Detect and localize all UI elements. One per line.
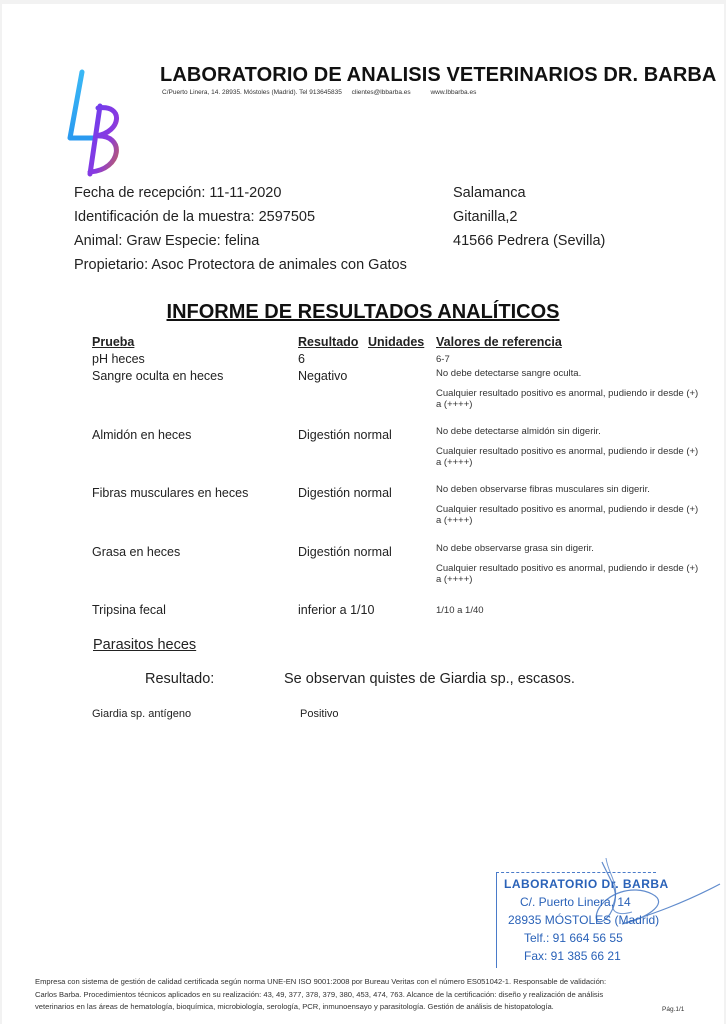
- row-prueba: Fibras musculares en heces: [92, 486, 249, 500]
- reception-date: Fecha de recepción: 11-11-2020: [74, 185, 282, 201]
- recipient-line-2: Gitanilla,2: [453, 209, 518, 225]
- stamp-line: LABORATORIO Dr. BARBA: [504, 877, 669, 891]
- parasitos-title: Parasitos heces: [93, 637, 197, 653]
- lab-name: LABORATORIO DE ANALISIS VETERINARIOS DR. BARBA: [160, 64, 717, 86]
- row-ref: 6-7: [436, 354, 450, 365]
- document-page: [2, 4, 724, 1024]
- owner: Propietario: Asoc Protectora de animales con Gatos: [74, 257, 407, 273]
- giardia-antigen-value: Positivo: [300, 708, 339, 720]
- row-prueba: Sangre oculta en heces: [92, 369, 224, 383]
- row-resultado: Digestión normal: [298, 486, 392, 500]
- stamp-border: [496, 872, 656, 873]
- row-ref-note: Cualquier resultado positivo es anormal, pudiendo ir desde (+) a (++++): [436, 446, 699, 468]
- row-ref: No deben observarse fibras musculares sin digerir.: [436, 484, 650, 495]
- row-ref: No debe detectarse sangre oculta.: [436, 368, 582, 379]
- lab-contact: [162, 89, 484, 96]
- parasitos-result-label: Resultado:: [145, 671, 215, 687]
- row-prueba: Grasa en heces: [92, 545, 181, 559]
- parasitos-result-value: Se observan quistes de Giardia sp., escasos.: [284, 671, 575, 687]
- stamp-border: [496, 872, 497, 968]
- stamp-line: Telf.: 91 664 56 55: [524, 931, 623, 945]
- row-resultado: 6: [298, 352, 305, 366]
- row-resultado: Digestión normal: [298, 545, 392, 559]
- footer-line: veterinarios en las áreas de hematología, bioquímica, microbiología, serología, PCR, inmunoensayo y parasitología. Gestión de análisis de histopatología.: [35, 1002, 554, 1011]
- lab-address: C/Puerto Linera, 14. 28935. Móstoles (Madrid). Tel 913645835: [162, 89, 342, 96]
- lab-email[interactable]: clientes@lbbarba.es: [351, 89, 411, 96]
- row-prueba: Tripsina fecal: [92, 603, 166, 617]
- row-resultado: Digestión normal: [298, 428, 392, 442]
- row-resultado: inferior a 1/10: [298, 603, 375, 617]
- lab-website[interactable]: www.lbbarba.es: [430, 89, 477, 96]
- row-ref-note: Cualquier resultado positivo es anormal, pudiendo ir desde (+) a (++++): [436, 563, 699, 585]
- header-resultado: Resultado: [298, 335, 359, 349]
- row-resultado: Negativo: [298, 369, 348, 383]
- recipient-line-3: 41566 Pedrera (Sevilla): [453, 233, 606, 249]
- row-ref: No debe detectarse almidón sin digerir.: [436, 426, 601, 437]
- stamp-line: Fax: 91 385 66 21: [524, 949, 621, 963]
- footer-line: Carlos Barba. Procedimientos técnicos aplicados en su realización: 43, 49, 377, 378, 379, 380, 453, 474, 763. Alcance de la certificación: diseño y realización de análisis: [35, 989, 604, 999]
- row-ref-note: Cualquier resultado positivo es anormal, pudiendo ir desde (+) a (++++): [436, 388, 699, 410]
- row-prueba: pH heces: [92, 352, 145, 366]
- row-prueba: Almidón en heces: [92, 428, 192, 442]
- row-ref: No debe observarse grasa sin digerir.: [436, 543, 594, 554]
- stamp-line: 28935 MÓSTOLES (Madrid): [508, 913, 660, 927]
- page-number: Pág.1/1: [662, 1006, 685, 1013]
- header-prueba: Prueba: [92, 335, 135, 349]
- row-ref-note: Cualquier resultado positivo es anormal, pudiendo ir desde (+) a (++++): [436, 504, 699, 526]
- stamp-line: C/. Puerto Linera, 14: [520, 895, 631, 909]
- report-title: INFORME DE RESULTADOS ANALÍTICOS: [166, 301, 560, 323]
- giardia-antigen-label: Giardia sp. antígeno: [92, 708, 192, 720]
- sample-id: Identificación de la muestra: 2597505: [74, 209, 316, 225]
- header-referencia: Valores de referencia: [436, 335, 562, 349]
- lb-logo: [60, 66, 132, 184]
- header-unidades: Unidades: [368, 335, 425, 349]
- recipient-line-1: Salamanca: [453, 185, 526, 201]
- row-ref: 1/10 a 1/40: [436, 605, 484, 616]
- footer-certification: [35, 976, 606, 1014]
- animal-species: Animal: Graw Especie: felina: [74, 233, 260, 249]
- lab-stamp: [496, 872, 669, 970]
- footer-line: Empresa con sistema de gestión de calidad certificada según norma UNE-EN ISO 9001:2008 por Bureau Veritas con el número ES051042-1. Responsable de validación:: [35, 977, 607, 986]
